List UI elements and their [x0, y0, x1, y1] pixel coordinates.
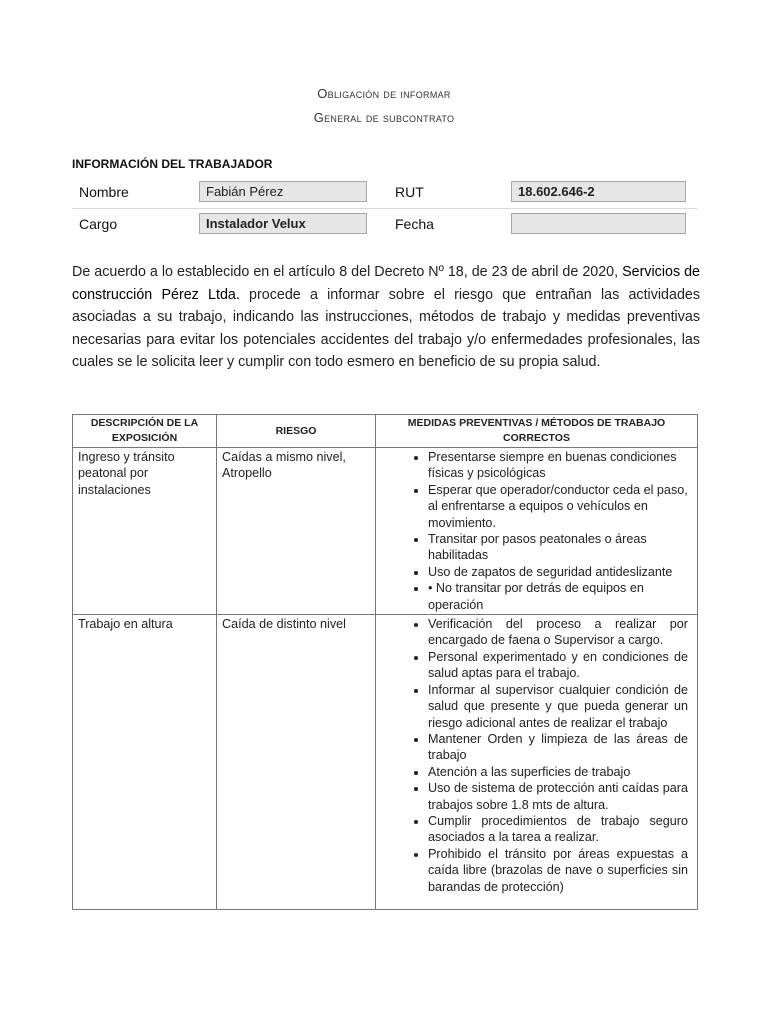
intro-text-after: procede a informar sobre el riesgo que entrañan las actividades asociadas a su trabajo, indicando las instrucciones, métodos de trabajo y medidas preventivas necesarias para evitar los potenciales accidentes del trabajo y/o enfermedades profesionales, las cuales se le solicita leer y cumplir con todo esmero en beneficio de su propia salud. — [72, 286, 700, 370]
document-title: Obligación de informar — [317, 86, 451, 101]
list-item: • Esperar que operador/conductor ceda el paso, al enfrentarse a equipos o vehículos en movimiento. — [428, 482, 688, 531]
measures-list — [381, 449, 692, 613]
exposure-cell: Trabajo en altura — [73, 615, 217, 910]
list-item: • Uso de zapatos de seguridad antideslizante — [428, 564, 688, 580]
risk-cell: Caída de distinto nivel — [217, 615, 376, 910]
list-item: • Transitar por pasos peatonales o áreas habilitadas — [428, 531, 688, 564]
worker-info-form — [72, 177, 697, 240]
info-row-name — [72, 177, 697, 209]
company-name: Servicios de construcción Pérez Ltda. — [72, 264, 700, 303]
list-item: • • No transitar por detrás de equipos en operación — [428, 580, 688, 613]
risk-cell: Caídas a mismo nivel, Atropello — [217, 448, 376, 615]
list-item: • Verificación del proceso a realizar por encargado de faena o Supervisor a cargo. — [428, 616, 688, 649]
document-subtitle: General de subcontrato — [313, 110, 455, 125]
list-item: • Cumplir procedimientos de trabajo seguro asociados a la tarea a realizar. — [428, 813, 688, 846]
measures-cell — [376, 615, 698, 910]
table-row — [73, 615, 698, 910]
risk-table-header — [73, 415, 698, 448]
header-risk: RIESGO — [217, 415, 376, 448]
list-item: • Personal experimentado y en condiciones de salud aptas para el trabajo. — [428, 649, 688, 682]
list-item: • Atención a las superficies de trabajo — [428, 764, 688, 780]
intro-paragraph — [72, 261, 700, 374]
list-item: • Presentarse siempre en buenas condiciones físicas y psicológicas — [428, 449, 688, 482]
worker-info-heading: INFORMACIÓN DEL TRABAJADOR — [72, 157, 273, 171]
name-field[interactable]: Fabián Pérez — [199, 181, 367, 202]
rut-field[interactable]: 18.602.646-2 — [511, 181, 686, 202]
position-field[interactable]: Instalador Velux — [199, 213, 367, 234]
measures-list — [381, 616, 692, 895]
position-label: Cargo — [79, 216, 118, 232]
exposure-cell: Ingreso y tránsito peatonal por instalaciones — [73, 448, 217, 615]
list-item: • Informar al supervisor cualquier condición de salud que presente y que pueda generar un riesgo adicional antes de realizar el trabajo — [428, 682, 688, 731]
name-label: Nombre — [79, 184, 129, 200]
date-field[interactable] — [511, 213, 686, 234]
table-row — [73, 448, 698, 615]
measures-cell — [376, 448, 698, 615]
intro-text-before: De acuerdo a lo establecido en el artículo 8 del Decreto Nº 18, de 23 de abril de 2020, — [72, 264, 623, 280]
list-item: • Uso de sistema de protección anti caídas para trabajos sobre 1.8 mts de altura. — [428, 780, 688, 813]
list-item: • Mantener Orden y limpieza de las áreas de trabajo — [428, 731, 688, 764]
info-row-position — [72, 209, 697, 240]
header-measures: MEDIDAS PREVENTIVAS / MÉTODOS DE TRABAJO CORRECTOS — [376, 415, 698, 448]
list-item: • Prohibido el tránsito por áreas expuestas a caída libre (brazolas de nave o superficies sin barandas de protección) — [428, 846, 688, 895]
risk-table — [72, 414, 698, 910]
date-label: Fecha — [395, 216, 434, 232]
header-exposure: DESCRIPCIÓN DE LA EXPOSICIÓN — [73, 415, 217, 448]
rut-label: RUT — [395, 184, 424, 200]
